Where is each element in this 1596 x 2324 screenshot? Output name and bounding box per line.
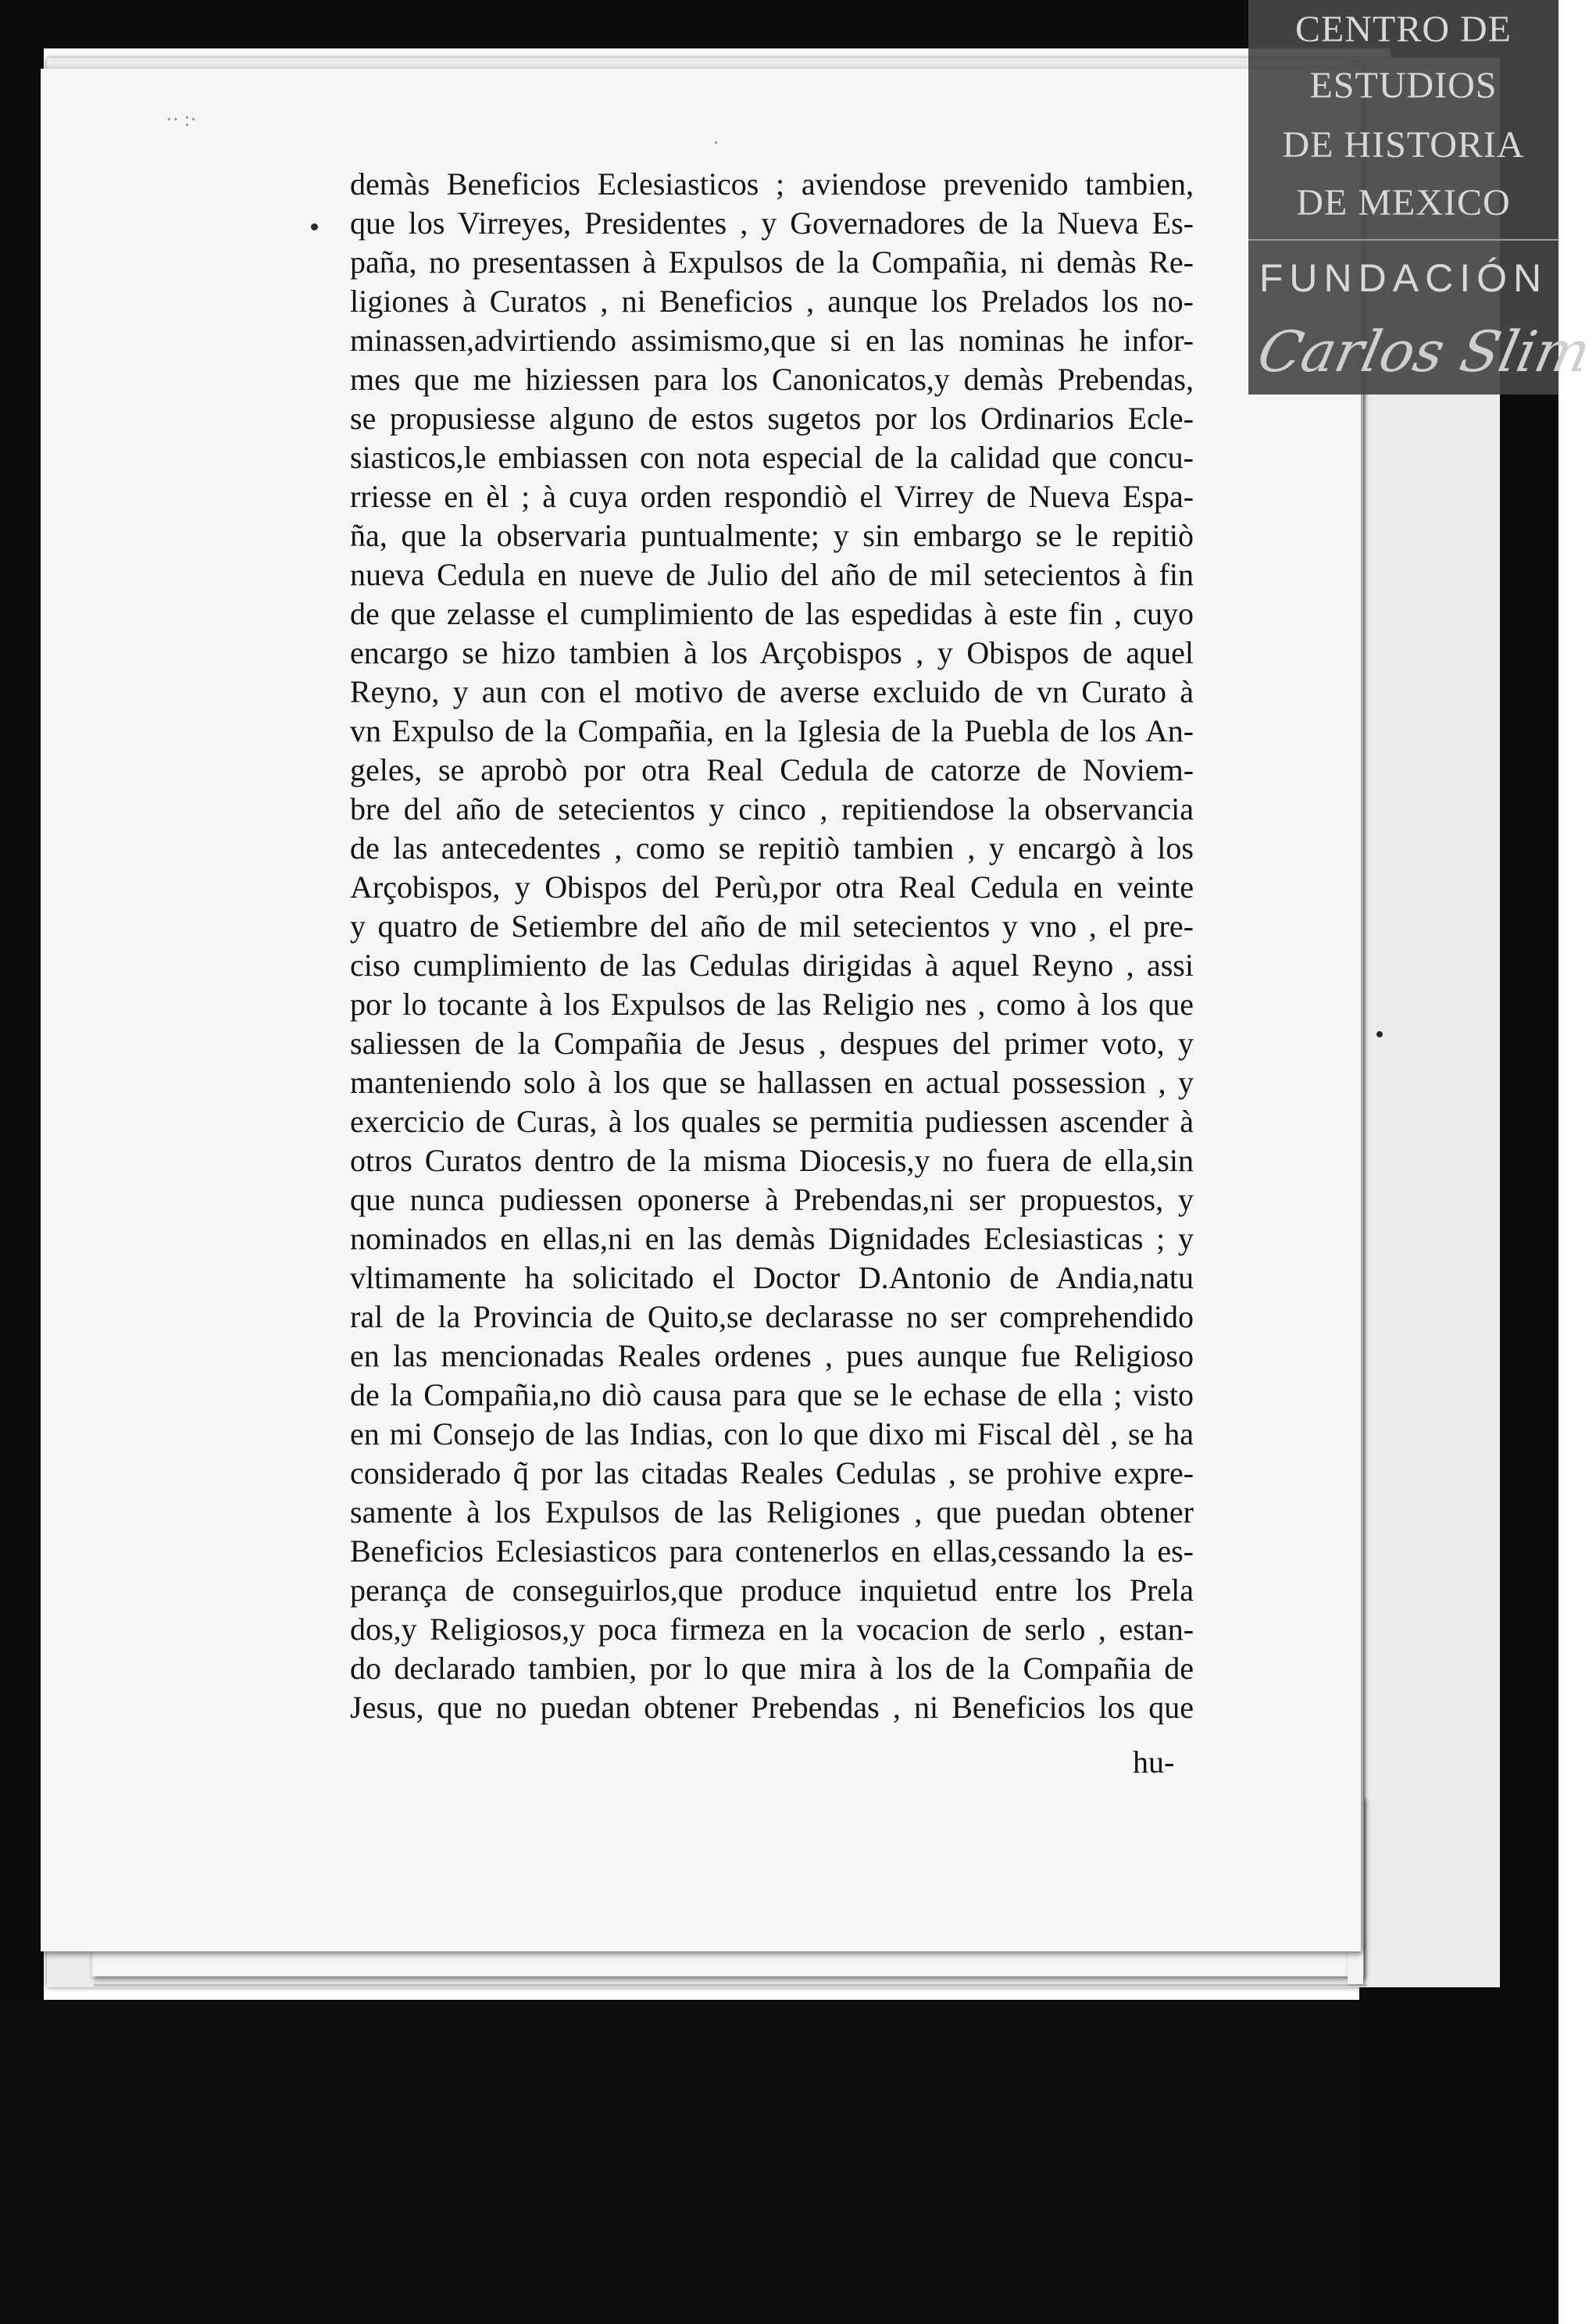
text-line: y quatro de Setiembre del año de mil setecientos y vno , el pre- [350,909,1194,944]
text-line: en mi Consejo de las Indias, con lo que dixo mi Fiscal dèl , se ha [350,1416,1194,1451]
text-line: bre del año de setecientos y cinco , repitiendose la observancia [350,791,1194,826]
scan-background-bottom [0,2000,1559,2324]
text-line: siasticos,le embiassen con nota especial de la calidad que concu- [350,440,1194,475]
text-line: en las mencionadas Reales ordenes , pues aunque fue Religioso [350,1338,1194,1373]
text-line: de la Compañia,no diò causa para que se le echase de ella ; visto [350,1377,1194,1412]
text-line: dos,y Religiosos,y poca firmeza en la vocacion de serlo , estan- [350,1612,1194,1647]
text-line: ciso cumplimiento de las Cedulas dirigidas à aquel Reyno , assi [350,948,1194,983]
text-line: se propusiesse alguno de estos sugetos por los Ordinarios Ecle- [350,401,1194,436]
text-line: otros Curatos dentro de la misma Diocesis,y no fuera de ella,sin [350,1143,1194,1178]
text-line: que los Virreyes, Presidentes , y Governadores de la Nueva Es- [350,205,1194,241]
text-line: demàs Beneficios Eclesiasticos ; aviendose prevenido tambien, [350,166,1194,202]
watermark-logo [1248,0,1596,394]
text-line: vn Expulso de la Compañia, en la Iglesia de la Puebla de los An- [350,713,1194,748]
text-line: perança de conseguirlos,que produce inquietud entre los Prela [350,1573,1194,1608]
watermark-line: DE HISTORIA [1282,124,1525,166]
text-line: manteniendo solo à los que se hallassen en actual possession , y [350,1065,1194,1100]
text-line: exercicio de Curas, à los quales se permitia pudiessen ascender à [350,1104,1194,1139]
text-line: Arçobispos, y Obispos del Perù,por otra Real Cedula en veinte [350,869,1194,905]
text-line: minassen,advirtiendo assimismo,que si en las nominas he infor- [350,323,1194,358]
page-smudge: ·· :· [166,108,197,130]
text-line: ligiones à Curatos , ni Beneficios , aunque los Prelados los no- [350,284,1194,319]
watermark-signature: Carlos Slim [1252,319,1596,384]
text-line: do declarado tambien, por lo que mira à los de la Compañia de [350,1651,1194,1686]
text-line: geles, se aprobò por otra Real Cedula de catorze de Noviem- [350,752,1194,787]
page-speck [1376,1031,1383,1037]
text-line: nominados en ellas,ni en las demàs Dignidades Eclesiasticas ; y [350,1221,1194,1256]
text-line: ña, que la observaria puntualmente; y sin embargo se le repitiò [350,518,1194,553]
text-line: mes que me hiziessen para los Canonicatos,y demàs Prebendas, [350,362,1194,397]
page-speck [311,223,318,230]
scan-background-left [0,0,44,2324]
text-line: considerado q̃ por las citadas Reales Cedulas , se prohive expre- [350,1455,1194,1490]
text-line: ral de la Provincia de Quito,se declarasse no ser comprehendido [350,1299,1194,1334]
watermark-line: DE MEXICO [1296,182,1511,223]
watermark-divider [1248,239,1559,241]
scan-background-right-strip [1359,1984,1391,2324]
text-line: por lo tocante à los Expulsos de las Religio nes , como à los que [350,987,1194,1022]
text-line: Jesus, que no puedan obtener Prebendas , ni Beneficios los que [350,1690,1194,1725]
watermark-line: CENTRO DE [1295,9,1512,50]
text-line: de las antecedentes , como se repitiò tambien , y encargò à los [350,830,1194,866]
watermark-line: ESTUDIOS [1309,65,1498,106]
text-line: rriesse en èl ; à cuya orden respondiò el Virrey de Nueva Espa- [350,479,1194,514]
text-line: paña, no presentassen à Expulsos de la Compañia, ni demàs Re- [350,245,1194,280]
text-line: samente à los Expulsos de las Religiones , que puedan obtener [350,1494,1194,1530]
text-line: saliessen de la Compañia de Jesus , despues del primer voto, y [350,1026,1194,1061]
text-line: vltimamente ha solicitado el Doctor D.Antonio de Andia,natu [350,1260,1194,1295]
page-smudge: · [712,131,719,154]
text-line: encargo se hizo tambien à los Arçobispos , y Obispos de aquel [350,635,1194,670]
text-line: nueva Cedula en nueve de Julio del año de mil setecientos à fin [350,557,1194,592]
text-line: Reyno, y aun con el motivo de averse excluido de vn Curato à [350,674,1194,709]
text-line: que nunca pudiessen oponerse à Prebendas,ni ser propuestos, y [350,1182,1194,1217]
text-line: de que zelasse el cumplimiento de las espedidas à este fin , cuyo [350,596,1194,631]
watermark-fundacion: FUNDACIÓN [1259,256,1548,300]
text-line: Beneficios Eclesiasticos para contenerlos en ellas,cessando la es- [350,1533,1194,1569]
catchword: hu- [1133,1744,1175,1780]
